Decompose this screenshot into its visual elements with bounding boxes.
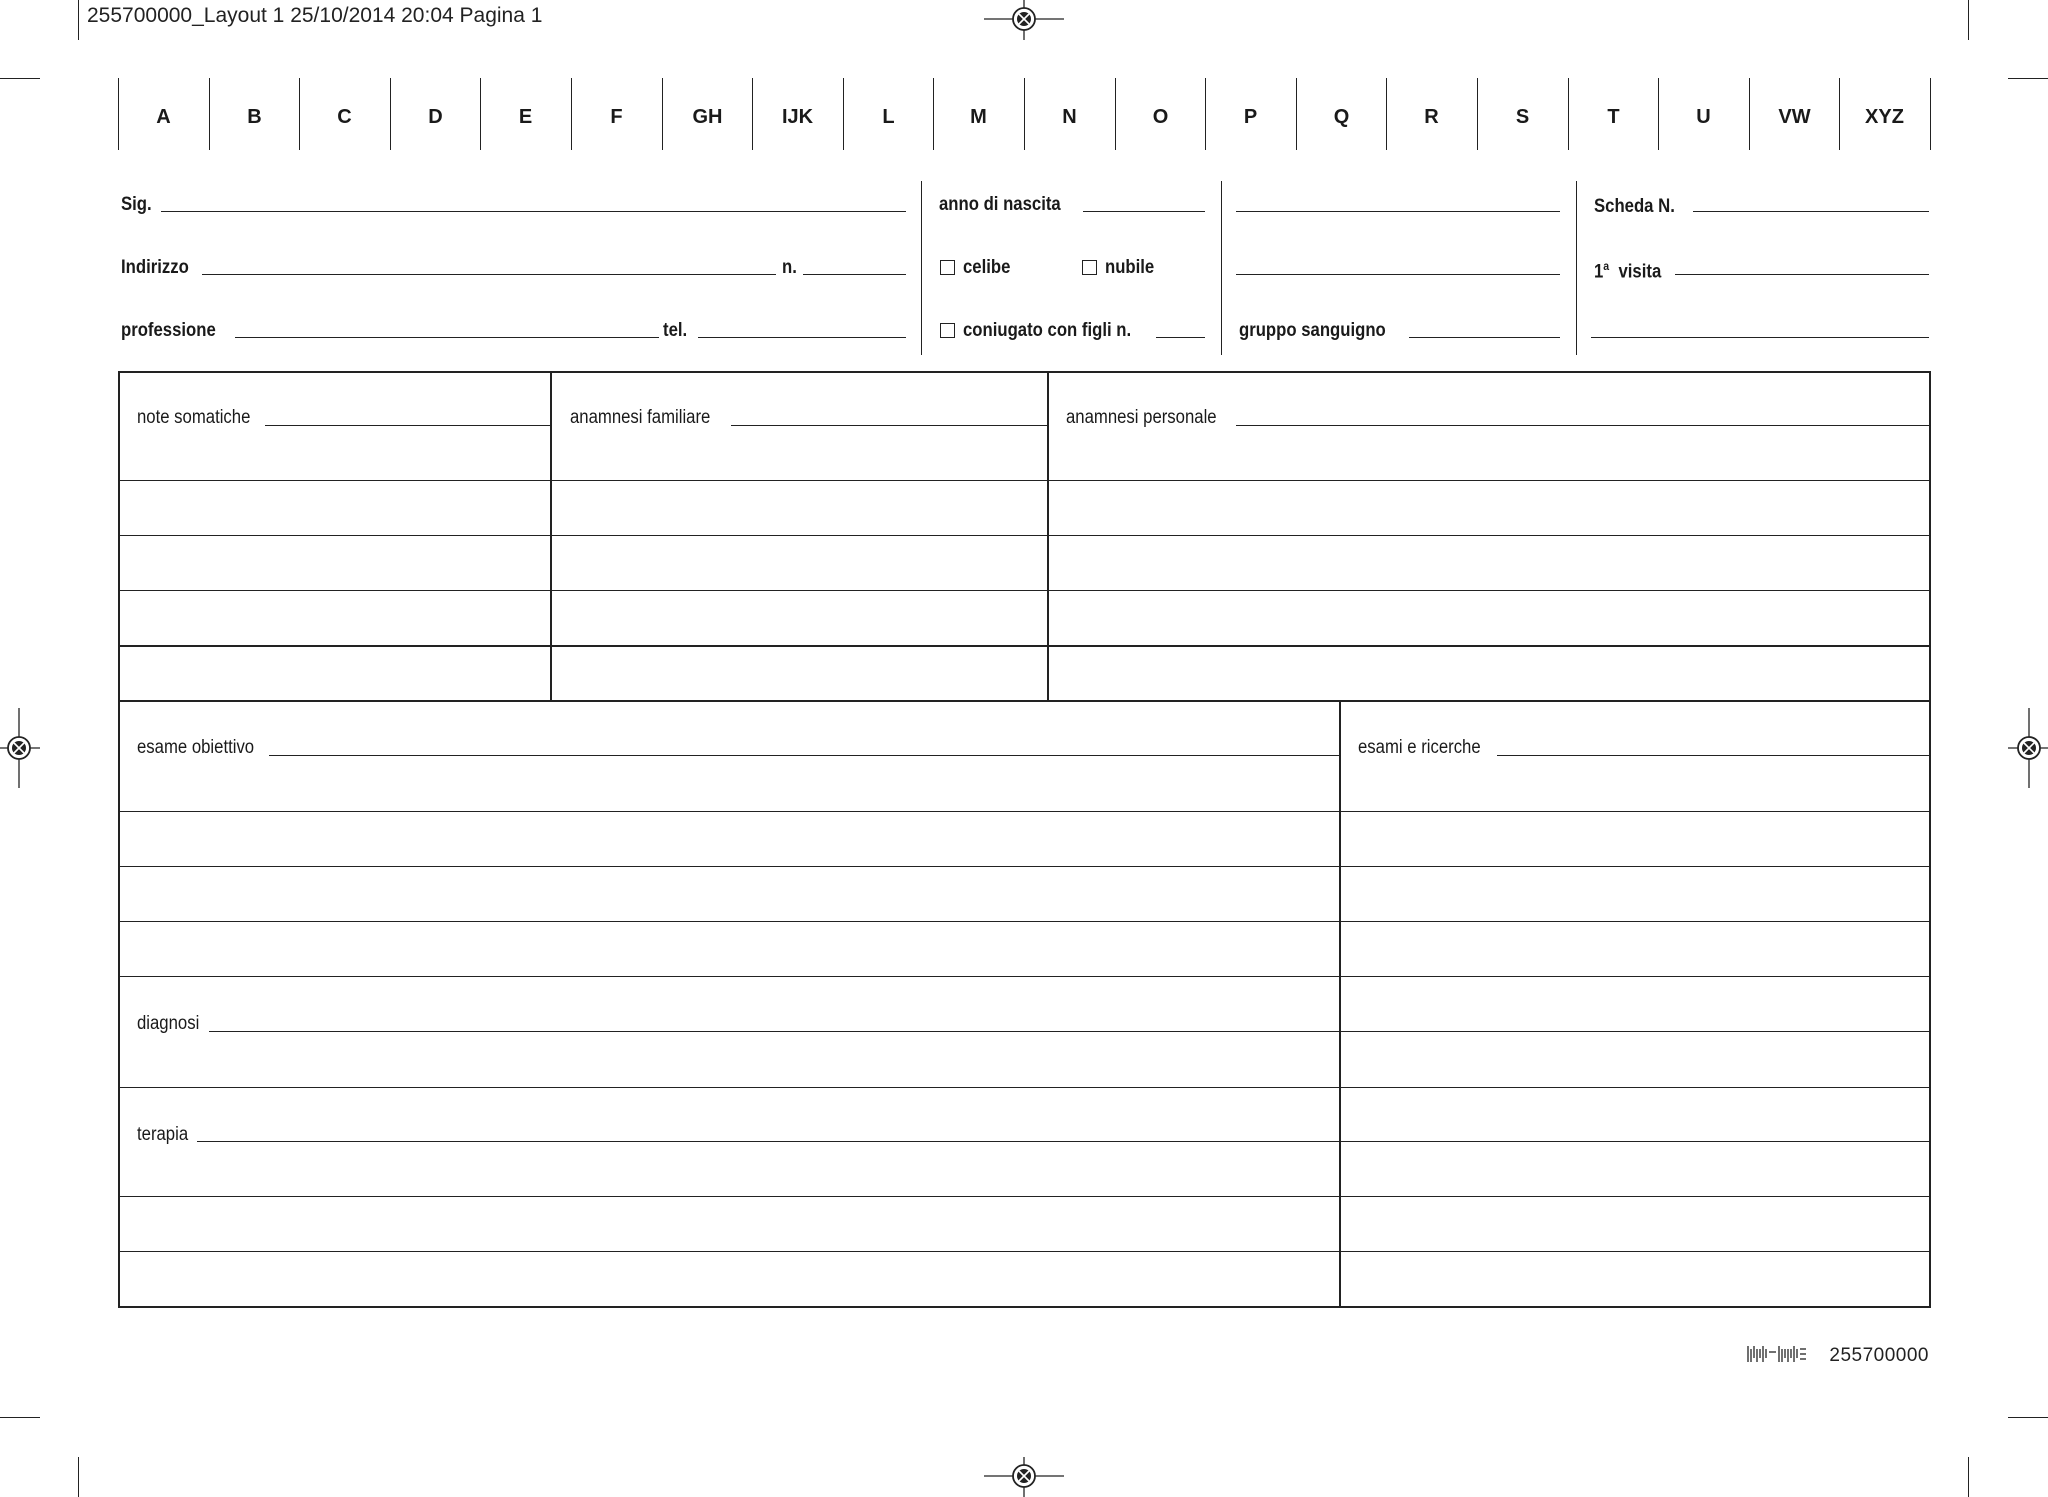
phone-line[interactable] (698, 337, 906, 338)
first-visit-label (1594, 259, 1661, 283)
index-tab-c[interactable]: C (337, 106, 352, 128)
index-tab-vw[interactable]: VW (1778, 106, 1811, 128)
card-number-line[interactable] (1693, 211, 1929, 212)
objective-exam-label: esame obiettivo (137, 737, 255, 758)
profession-label: professione (121, 320, 216, 341)
blank-line[interactable] (1236, 211, 1560, 212)
index-tab-t[interactable]: T (1607, 106, 1620, 128)
sig-line[interactable] (161, 211, 906, 212)
crop-mark (1968, 1457, 1969, 1497)
celibe-label: celibe (963, 257, 1011, 278)
history-table (118, 371, 1931, 702)
children-count-line[interactable] (1156, 337, 1205, 338)
birth-year-line[interactable] (1083, 211, 1205, 212)
index-tab-f[interactable]: F (610, 106, 623, 128)
table-column-divider (1339, 701, 1341, 1307)
personal-history-label: anamnesi personale (1066, 407, 1217, 428)
diagnosis-line[interactable] (209, 1031, 1339, 1032)
exams-research-label: esami e ricerche (1358, 737, 1481, 758)
personal-history-line[interactable] (1236, 425, 1930, 426)
print-info: 255700000_Layout 1 25/10/2014 20:04 Pagina 1 (87, 4, 543, 27)
table-row-divider (119, 535, 1930, 536)
married-label: coniugato con figli n. (963, 320, 1132, 341)
index-tab-divider (1930, 78, 1931, 150)
profession-line[interactable] (235, 337, 659, 338)
index-tab-d[interactable]: D (428, 106, 443, 128)
married-checkbox[interactable] (940, 323, 955, 338)
column-divider (1221, 181, 1222, 355)
index-tab-u[interactable]: U (1696, 106, 1711, 128)
sig-label: Sig. (121, 194, 152, 215)
first-visit-text: visita (1618, 261, 1662, 283)
table-row-divider (1340, 1251, 1930, 1252)
address-line[interactable] (202, 274, 776, 275)
table-row-divider (1340, 921, 1930, 922)
street-number-line[interactable] (803, 274, 906, 275)
exams-research-line[interactable] (1497, 755, 1930, 756)
crop-mark (2008, 1417, 2048, 1418)
registration-mark-icon (2008, 708, 2048, 788)
celibe-checkbox[interactable] (940, 260, 955, 275)
table-row-divider (119, 866, 1339, 867)
table-row-divider (119, 1196, 1339, 1197)
index-tab-s[interactable]: S (1515, 106, 1530, 128)
therapy-line[interactable] (197, 1141, 1339, 1142)
index-tab-a[interactable]: A (156, 106, 171, 128)
registration-mark-icon (0, 708, 40, 788)
table-row-divider (1340, 866, 1930, 867)
diagnosis-label: diagnosi (137, 1013, 200, 1034)
index-tab-e[interactable]: E (518, 106, 533, 128)
table-row-divider (119, 480, 1930, 481)
index-tab-m[interactable]: M (970, 106, 987, 128)
index-tab-n[interactable]: N (1062, 106, 1077, 128)
table-row-divider (1340, 1087, 1930, 1088)
crop-mark (78, 0, 79, 40)
index-tab-xyz[interactable]: XYZ (1865, 106, 1904, 128)
address-label: Indirizzo (121, 257, 189, 278)
table-column-divider (1047, 372, 1049, 701)
index-tab-b[interactable]: B (247, 106, 262, 128)
first-visit-number: 1 (1594, 261, 1604, 283)
column-divider (1576, 181, 1577, 355)
table-row-divider (119, 921, 1339, 922)
table-row-divider (119, 1087, 1339, 1088)
family-history-line[interactable] (731, 425, 1047, 426)
table-row-divider (119, 645, 1930, 647)
birth-year-label: anno di nascita (939, 194, 1061, 215)
index-tab-p[interactable]: P (1243, 106, 1258, 128)
table-row-divider (1340, 1196, 1930, 1197)
objective-exam-line[interactable] (269, 755, 1339, 756)
table-row-divider (119, 1251, 1339, 1252)
index-tab-o[interactable]: O (1152, 106, 1169, 128)
table-row-divider (119, 590, 1930, 591)
nubile-checkbox[interactable] (1082, 260, 1097, 275)
table-column-divider (550, 372, 552, 701)
somatic-notes-line[interactable] (265, 425, 550, 426)
first-visit-line[interactable] (1675, 274, 1929, 275)
crop-mark (1968, 0, 1969, 40)
print-line-logo-icon (1746, 1344, 1812, 1364)
phone-label: tel. (663, 320, 688, 341)
index-tab-ijk[interactable]: IJK (781, 106, 814, 128)
table-row-divider (119, 976, 1339, 977)
nubile-label: nubile (1105, 257, 1155, 278)
blank-line[interactable] (1236, 274, 1560, 275)
family-history-label: anamnesi familiare (570, 407, 711, 428)
card-number-label: Scheda N. (1594, 196, 1675, 217)
crop-mark (2008, 78, 2048, 79)
table-row-divider (1340, 976, 1930, 977)
index-tab-q[interactable]: Q (1333, 106, 1350, 128)
product-code: 255700000 (1829, 1345, 1929, 1366)
therapy-label: terapia (137, 1124, 189, 1145)
index-tab-r[interactable]: R (1424, 106, 1439, 128)
index-tab-l[interactable]: L (882, 106, 895, 128)
blood-group-label: gruppo sanguigno (1239, 320, 1386, 341)
crop-mark (78, 1457, 79, 1497)
index-tab-gh[interactable]: GH (692, 106, 723, 128)
exam-table (118, 700, 1931, 1308)
table-row-divider (1340, 811, 1930, 812)
registration-mark-icon (984, 1457, 1064, 1497)
crop-mark (0, 78, 40, 79)
street-number-label: n. (782, 257, 797, 278)
table-row-divider (1340, 1141, 1930, 1142)
table-row-divider (119, 811, 1339, 812)
blood-group-line[interactable] (1409, 337, 1560, 338)
first-visit-superscript: a (1603, 259, 1610, 273)
somatic-notes-label: note somatiche (137, 407, 251, 428)
column-divider (921, 181, 922, 355)
registration-mark-icon (984, 0, 1064, 40)
blank-line[interactable] (1591, 337, 1929, 338)
table-row-divider (1340, 1031, 1930, 1032)
crop-mark (0, 1417, 40, 1418)
